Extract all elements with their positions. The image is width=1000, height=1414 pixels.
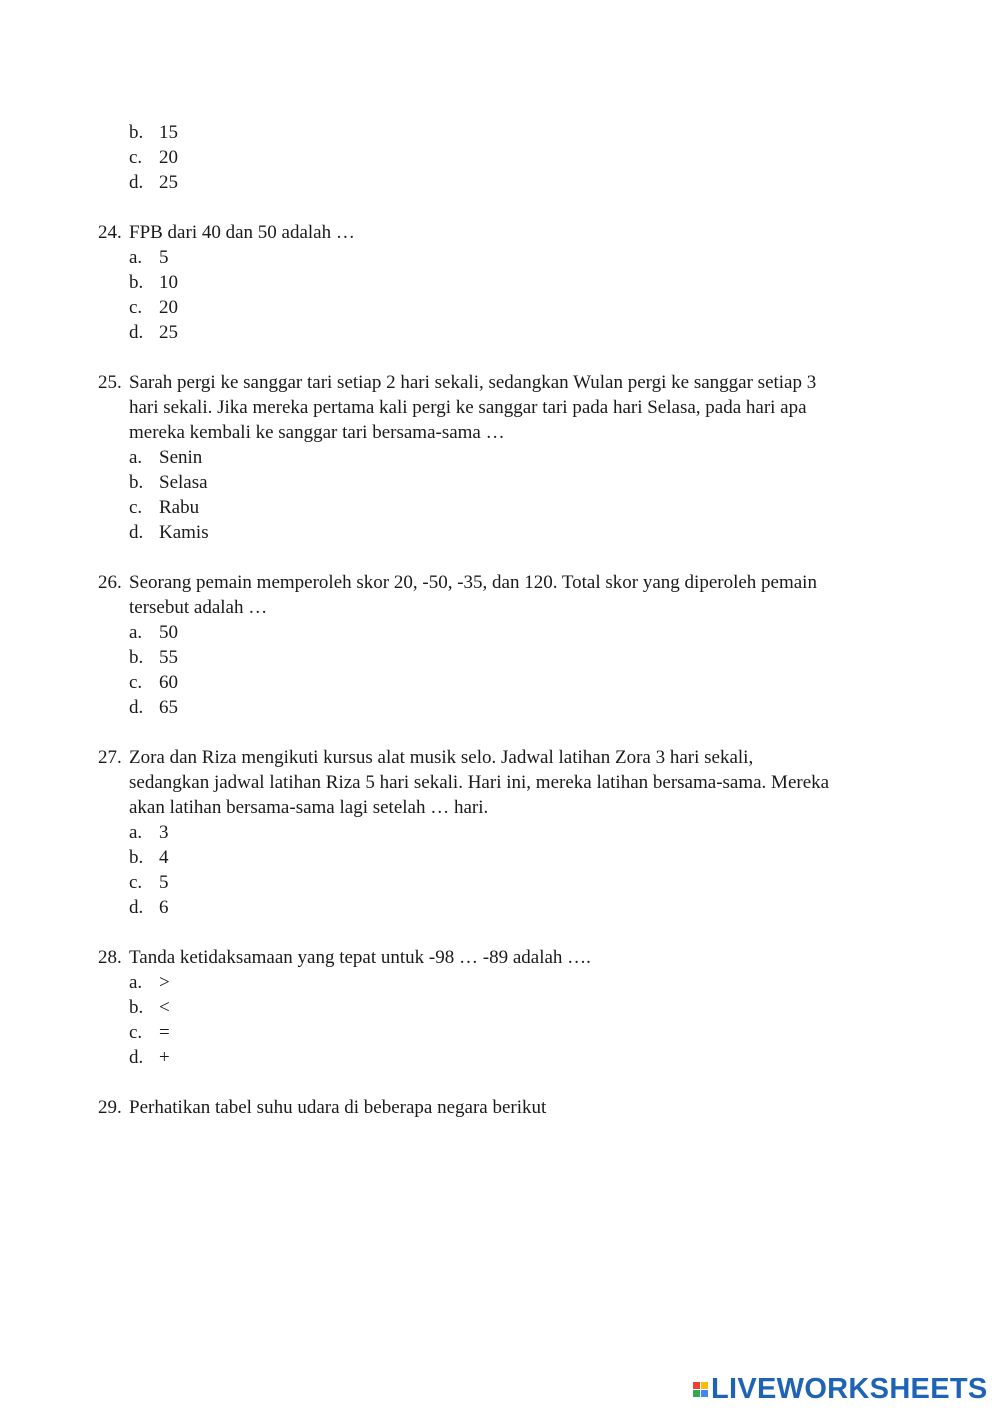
liveworksheets-logo-icon — [693, 1382, 708, 1397]
question-text: tersebut adalah … — [129, 597, 268, 618]
logo-square — [701, 1382, 708, 1389]
option-letter: d. — [129, 172, 144, 193]
option-letter: a. — [129, 447, 143, 468]
logo-square — [701, 1390, 708, 1397]
option-text: 3 — [159, 822, 169, 843]
option-text: 5 — [159, 247, 169, 268]
option-text: + — [159, 1047, 170, 1068]
option-letter: c. — [129, 672, 143, 693]
option-text: Rabu — [159, 497, 200, 518]
question-number: 28. — [98, 947, 122, 968]
option-letter: c. — [129, 297, 143, 318]
logo-square — [693, 1382, 700, 1389]
option-text: 55 — [159, 647, 178, 668]
option-letter: c. — [129, 147, 143, 168]
question-number: 25. — [98, 372, 122, 393]
option-text: 20 — [159, 297, 178, 318]
question-number: 24. — [98, 222, 122, 243]
question-number: 29. — [98, 1097, 122, 1118]
option-text: 65 — [159, 697, 178, 718]
option-text: < — [159, 997, 170, 1018]
option-text: = — [159, 1022, 170, 1043]
option-letter: d. — [129, 897, 144, 918]
question-text: hari sekali. Jika mereka pertama kali pergi ke sanggar tari pada hari Selasa, pada hari apa — [129, 397, 807, 418]
option-text: 50 — [159, 622, 178, 643]
question-text: FPB dari 40 dan 50 adalah … — [129, 222, 355, 243]
option-text: 15 — [159, 122, 178, 143]
option-letter: c. — [129, 1022, 143, 1043]
option-text: > — [159, 972, 170, 993]
option-letter: b. — [129, 997, 144, 1018]
option-letter: b. — [129, 647, 144, 668]
option-text: Selasa — [159, 472, 208, 493]
option-letter: d. — [129, 522, 144, 543]
question-number: 26. — [98, 572, 122, 593]
option-text: 60 — [159, 672, 178, 693]
question-text: mereka kembali ke sanggar tari bersama-sama … — [129, 422, 505, 443]
option-letter: a. — [129, 972, 143, 993]
question-text: Seorang pemain memperoleh skor 20, -50, -35, dan 120. Total skor yang diperoleh pemain — [129, 572, 817, 593]
logo-square — [693, 1390, 700, 1397]
option-text: 6 — [159, 897, 169, 918]
question-text: Sarah pergi ke sanggar tari setiap 2 hari sekali, sedangkan Wulan pergi ke sanggar setiap 3 — [129, 372, 817, 393]
option-letter: b. — [129, 272, 144, 293]
option-letter: d. — [129, 697, 144, 718]
option-text: Kamis — [159, 522, 209, 543]
option-text: 4 — [159, 847, 169, 868]
question-number: 27. — [98, 747, 122, 768]
option-text: 25 — [159, 172, 178, 193]
option-text: 20 — [159, 147, 178, 168]
option-letter: d. — [129, 1047, 144, 1068]
option-text: Senin — [159, 447, 203, 468]
question-text: Zora dan Riza mengikuti kursus alat musik selo. Jadwal latihan Zora 3 hari sekali, — [129, 747, 754, 768]
option-letter: a. — [129, 247, 143, 268]
option-letter: b. — [129, 472, 144, 493]
option-letter: d. — [129, 322, 144, 343]
option-letter: b. — [129, 847, 144, 868]
question-text: sedangkan jadwal latihan Riza 5 hari sekali. Hari ini, mereka latihan bersama-sama. Mereka — [129, 772, 830, 793]
option-letter: c. — [129, 872, 143, 893]
question-text: Tanda ketidaksamaan yang tepat untuk -98 … -89 adalah …. — [129, 947, 591, 968]
option-letter: b. — [129, 122, 144, 143]
option-text: 25 — [159, 322, 178, 343]
question-text: Perhatikan tabel suhu udara di beberapa negara berikut — [129, 1097, 547, 1118]
option-letter: a. — [129, 622, 143, 643]
liveworksheets-brand: LIVEWORKSHEETS — [711, 1372, 988, 1405]
option-letter: c. — [129, 497, 143, 518]
liveworksheets-logo — [693, 1374, 988, 1404]
option-letter: a. — [129, 822, 143, 843]
question-text: akan latihan bersama-sama lagi setelah … hari. — [129, 797, 489, 818]
option-text: 10 — [159, 272, 178, 293]
option-text: 5 — [159, 872, 169, 893]
